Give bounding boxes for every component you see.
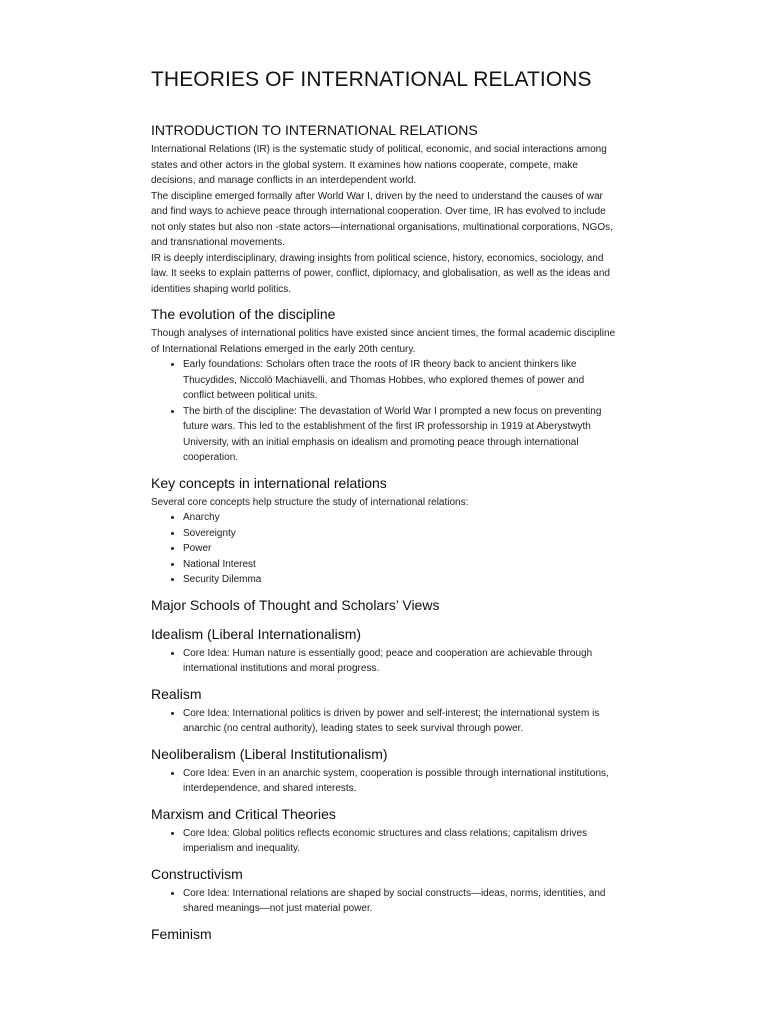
marxism-heading: Marxism and Critical Theories [151,805,336,822]
evolution-section [151,306,618,466]
constructivism-list [151,886,618,917]
concepts-section [151,475,618,588]
feminism-heading: Feminism [151,925,212,942]
neoliberalism-heading: Neoliberalism (Liberal Institutionalism) [151,745,388,762]
evolution-text: Though analyses of international politics have existed since ancient times, the formal academic discipline of International Relations emerged in the early 20th century. [151,328,616,355]
list-item: • Power [183,541,618,557]
list-item: • Security Dilemma [183,572,618,588]
realism-list [151,706,618,737]
feminism-section [151,926,618,942]
intro-paragraph-1: International Relations (IR) is the systematic study of political, economic, and social interactions among states and other actors in the global system. It examines how nations cooperate, compete, make decisions, and manage conflicts in an interdependent world. [151,144,607,186]
concepts-heading: Key concepts in international relations [151,474,387,491]
list-item: • Core Idea: Even in an anarchic system, cooperation is possible through international institutions, interdependence, and shared interests. [183,766,618,797]
realism-heading: Realism [151,685,202,702]
marxism-list [151,826,618,857]
realism-section [151,686,618,737]
evolution-list [151,357,618,466]
list-item: • National Interest [183,557,618,573]
list-item: • Sovereignty [183,526,618,542]
intro-paragraph-2: The discipline emerged formally after World War I, driven by the need to understand the causes of war and find ways to achieve peace through international cooperation. Over time, IR has evolved to include not only states but also non -state actors—international organisations, multinational corporations, NGOs, and transnational movements. [151,190,613,248]
constructivism-heading: Constructivism [151,865,243,882]
schools-heading: Major Schools of Thought and Scholars’ Views [151,596,440,613]
concepts-list [151,510,618,588]
neoliberalism-section [151,746,618,797]
intro-section [151,122,618,297]
document-title: THEORIES OF INTERNATIONAL RELATIONS [151,68,592,91]
list-item: • Core Idea: Global politics reflects economic structures and class relations; capitalism drives imperialism and inequality. [183,826,618,857]
constructivism-section [151,866,618,917]
idealism-heading: Idealism (Liberal Internationalism) [151,625,362,642]
idealism-list [151,646,618,677]
concepts-text: Several core concepts help structure the study of international relations: [151,496,469,508]
idealism-section [151,626,618,677]
list-item: • Early foundations: Scholars often trace the roots of IR theory back to ancient thinkers like Thucydides, Niccolò Machiavelli, and Thomas Hobbes, who explored themes of power and conflict between political units. [183,357,618,404]
intro-heading: INTRODUCTION TO INTERNATIONAL RELATIONS [151,122,478,138]
evolution-heading: The evolution of the discipline [151,306,336,322]
list-item: • Core Idea: International politics is driven by power and self-interest; the international system is anarchic (no central authority), leading states to seek survival through power. [183,706,618,737]
list-item: • Core Idea: International relations are shaped by social constructs—ideas, norms, identities, and shared meanings—not just material power. [183,886,618,917]
marxism-section [151,806,618,857]
list-item: • Anarchy [183,510,618,526]
intro-paragraph-3: IR is deeply interdisciplinary, drawing insights from political science, history, economics, sociology, and law. It seeks to explain patterns of power, conflict, diplomacy, and globalisation, as well as the ideas and identities shaping world politics. [151,252,610,295]
list-item: • Core Idea: Human nature is essentially good; peace and cooperation are achievable through international institutions and moral progress. [183,646,618,677]
schools-section [151,597,618,613]
list-item: • The birth of the discipline: The devastation of World War I prompted a new focus on preventing future wars. This led to the establishment of the first IR professorship in 1919 at Aberystwyth University, with an initial emphasis on idealism and promoting peace through international cooperation. [183,404,618,466]
neoliberalism-list [151,766,618,797]
